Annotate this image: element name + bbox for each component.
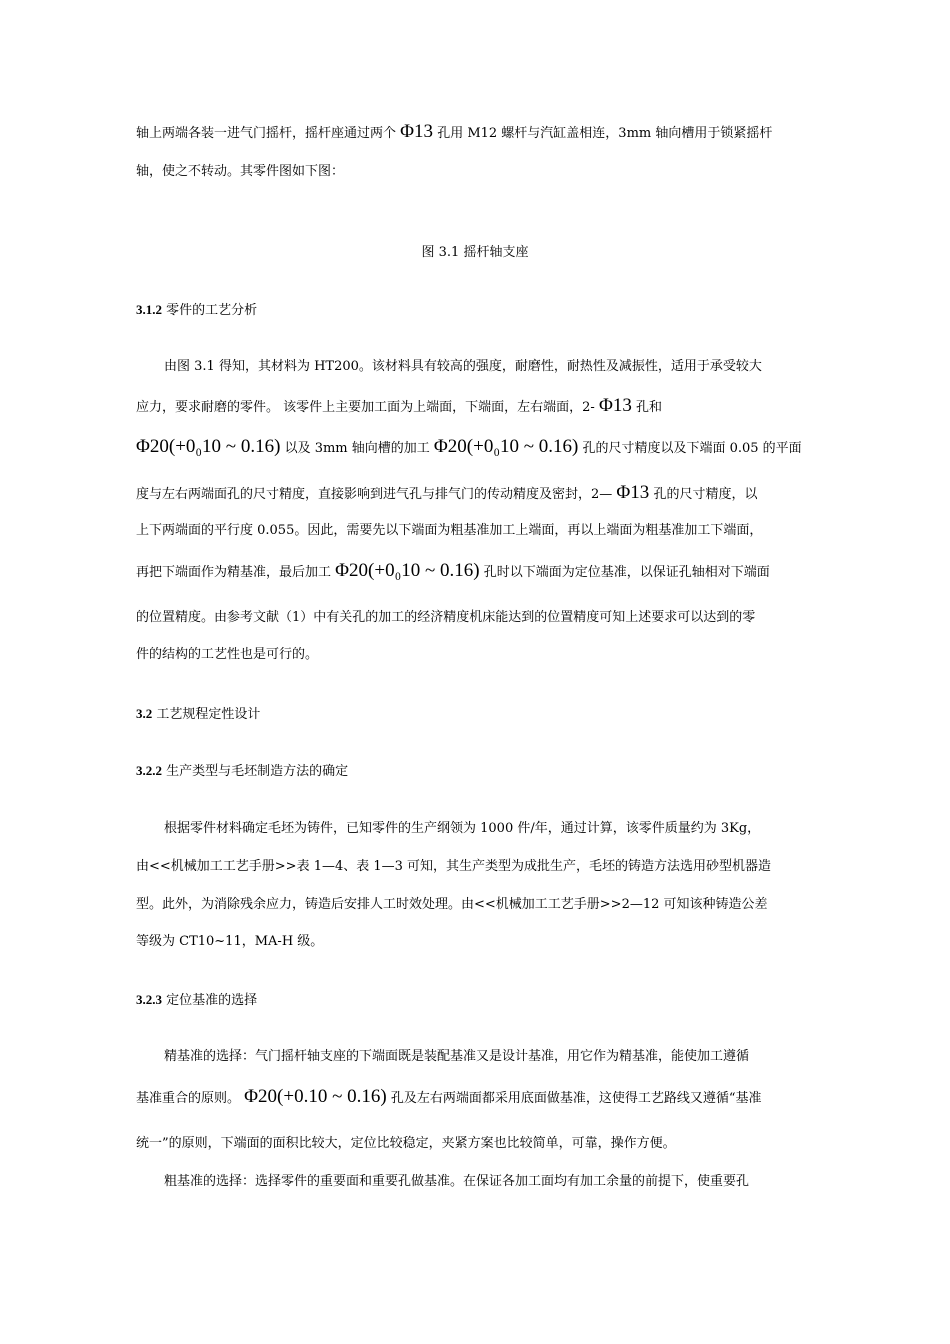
para4-line2	[136, 1087, 762, 1109]
figure-caption: 图 3.1 摇杆轴支座	[421, 245, 529, 260]
text: 度与左右两端面孔的尺寸精度，直接影响到进气孔与排气门的传动精度及密封，2—	[136, 487, 613, 502]
section-title: 工艺规程定性设计	[156, 707, 261, 722]
dimension-symbol: Φ20(+0₀10 ~ 0.16)	[335, 560, 480, 581]
para3-line1: 根据零件材料确定毛坯为铸件，已知零件的生产纲领为 1000 件/年，通过计算，该零件质量约为 3Kg，	[164, 821, 761, 836]
text: 以及 3mm 轴向槽的加工	[284, 441, 430, 456]
dimension-symbol: Φ13	[598, 395, 632, 416]
para2-line5: 上下两端面的平行度 0.055。因此，需要先以下端面为粗基准加工上端面，再以上端面为粗基准加工下端面，	[136, 523, 763, 538]
text: 再把下端面作为精基准，最后加工	[136, 565, 332, 580]
section-number: 3.2.3	[136, 992, 162, 1007]
text: 孔时以下端面为定位基准，以保证孔轴相对下端面	[483, 565, 770, 580]
section-heading-3-1-2	[136, 300, 257, 321]
para4-line3: 统一”的原则，下端面的面积比较大，定位比较稳定，夹紧方案也比较简单，可靠，操作方便。	[136, 1136, 676, 1151]
section-number: 3.1.2	[136, 302, 162, 317]
para3-line2: 由<<机械加工工艺手册>>表 1—4、表 1—3 可知，其生产类型为成批生产，毛坯的铸造方法选用砂型机器造	[136, 859, 772, 874]
para5-line1: 粗基准的选择：选择零件的重要面和重要孔做基准。在保证各加工面均有加工余量的前提下，使重要孔	[164, 1174, 750, 1189]
section-number: 3.2.2	[136, 763, 162, 778]
dimension-symbol: Φ13	[616, 482, 650, 503]
dimension-symbol: Φ13	[400, 121, 434, 142]
section-heading-3-2-3	[136, 990, 257, 1011]
text: 孔的尺寸精度以及下端面 0.05 的平面	[582, 441, 802, 456]
text: 孔及左右两端面都采用底面做基准，这使得工艺路线又遵循“基准	[390, 1091, 762, 1106]
para2-line1: 由图 3.1 得知，其材料为 HT200。该材料具有较高的强度，耐磨性，耐热性及减振性，适用于承受较大	[164, 359, 762, 374]
section-heading-3-2	[136, 704, 260, 725]
para1-line1	[136, 122, 772, 144]
text: 孔的尺寸精度，以	[653, 487, 758, 502]
section-title: 定位基准的选择	[166, 993, 258, 1008]
para2-line6	[136, 561, 770, 583]
section-number: 3.2	[136, 706, 153, 721]
para3-line4: 等级为 CT10~11，MA-H 级。	[136, 934, 324, 949]
text: 应力，要求耐磨的零件。 该零件上主要加工面为上端面，下端面，左右端面，2-	[136, 400, 595, 415]
section-heading-3-2-2	[136, 761, 348, 782]
para2-line4	[136, 483, 757, 505]
section-title: 零件的工艺分析	[166, 303, 258, 318]
para4-line1: 精基准的选择：气门摇杆轴支座的下端面既是装配基准又是设计基准，用它作为精基准，能使加工遵循	[164, 1049, 750, 1064]
text: 基准重合的原则。	[136, 1091, 241, 1106]
dimension-symbol: Φ20(+0.10 ~ 0.16)	[244, 1086, 387, 1107]
dimension-symbol: Φ20(+0₀10 ~ 0.16)	[136, 436, 281, 457]
para1-line2: 轴，使之不转动。其零件图如下图：	[136, 164, 345, 179]
para2-line7: 的位置精度。由参考文献（1）中有关孔的加工的经济精度机床能达到的位置精度可知上述要求可以达到的零	[136, 610, 756, 625]
text: 孔和	[635, 400, 662, 415]
text: 孔用 M12 螺杆与汽缸盖相连，3mm 轴向槽用于锁紧摇杆	[437, 126, 773, 141]
para3-line3: 型。此外，为消除残余应力，铸造后安排人工时效处理。由<<机械加工工艺手册>>2—12 可知该种铸造公差	[136, 897, 768, 912]
text: 轴上两端各装一进气门摇杆，摇杆座通过两个	[136, 126, 397, 141]
para2-line3	[136, 437, 802, 459]
dimension-symbol: Φ20(+0₀10 ~ 0.16)	[433, 436, 579, 457]
para2-line2	[136, 396, 662, 418]
section-title: 生产类型与毛坯制造方法的确定	[166, 764, 349, 779]
para2-line8: 件的结构的工艺性也是可行的。	[136, 647, 319, 662]
